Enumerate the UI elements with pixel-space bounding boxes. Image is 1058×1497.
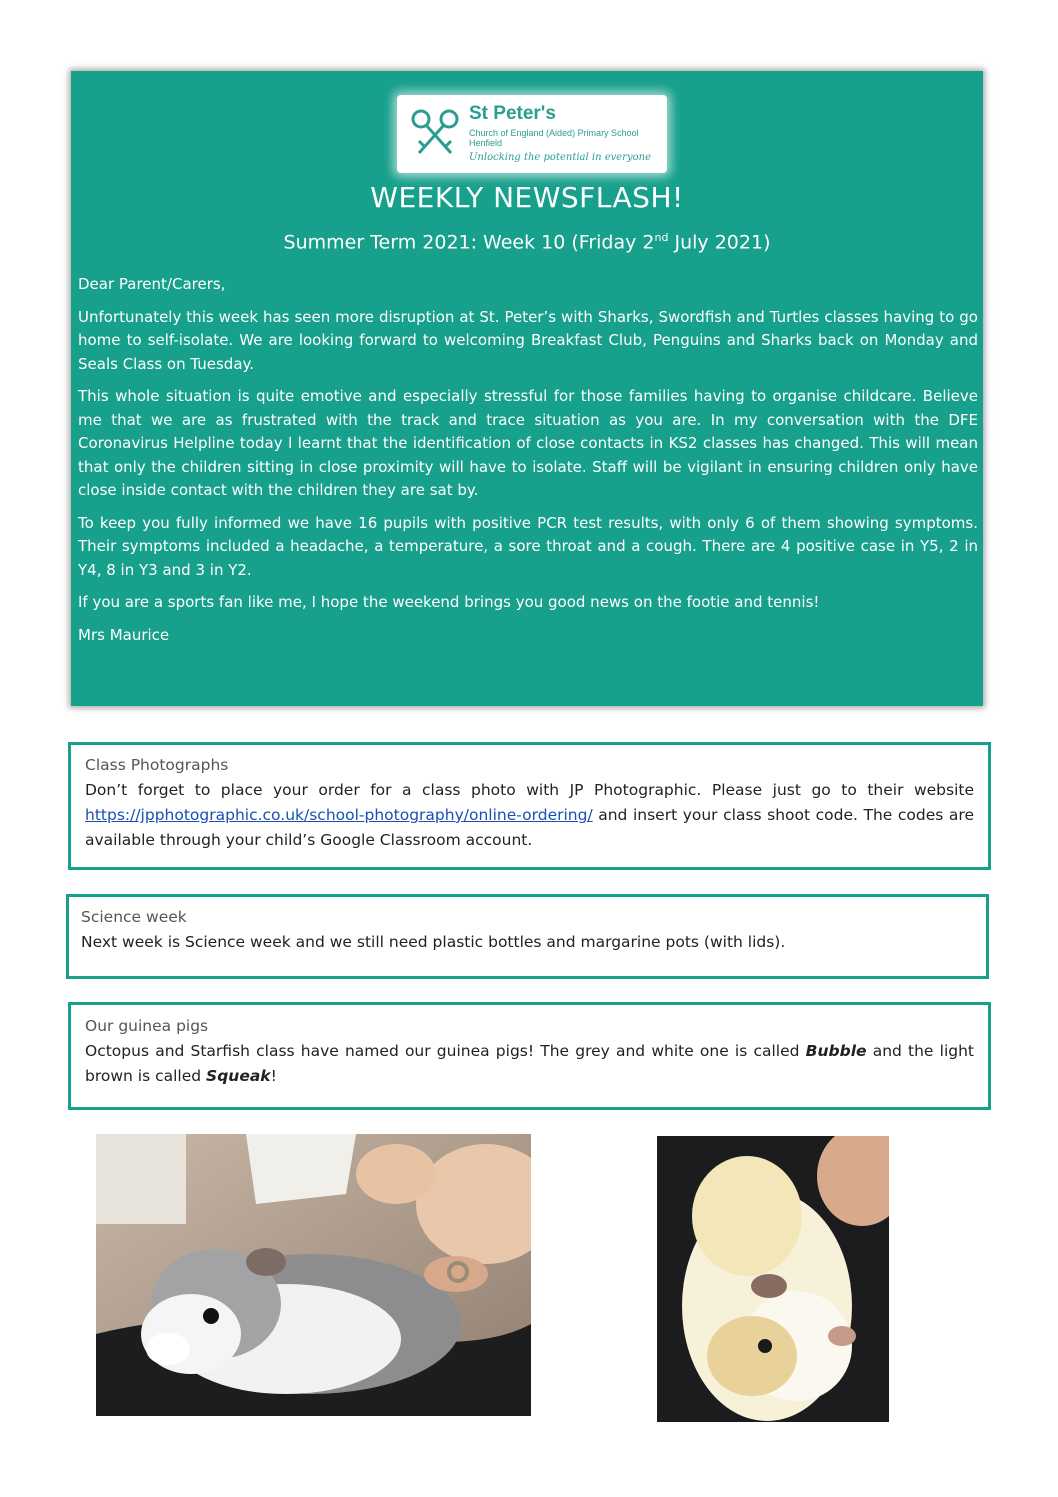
- letter-paragraph: This whole situation is quite emotive and especially stressful for those families having to organise childcare. Believe me that we are as frustrated with the track and trace situation as you are. In my conversation with the DFE Coronavirus Helpline today I learnt that the identification of close contacts in KS2 classes has changed. This will mean that only the children sitting in close proximity will have to isolate. Staff will be vigilant in ensuring children only have close inside contact with the children they are sat by.: [78, 387, 978, 499]
- keys-icon: [407, 105, 463, 161]
- logo-motto: Unlocking the potential in everyone: [469, 152, 651, 163]
- letter-paragraph: To keep you fully informed we have 16 pupils with positive PCR test results, with only 6 of them showing symptoms. Their symptoms included a headache, a temperature, a sore throat and a cough. There are 4 positive case in Y5, 2 in Y4, 8 in Y3 and 3 in Y2.: [78, 513, 978, 579]
- box-text: Octopus and Starfish class have named our guinea pigs! The grey and white one is called Bubble and the light brown is called Squeak!: [85, 1042, 974, 1085]
- guinea-pig-name: Squeak: [206, 1067, 271, 1085]
- guinea-pig-photo-squeak: [657, 1136, 889, 1422]
- box-text: Next week is Science week and we still need plastic bottles and margarine pots (with lids).: [81, 933, 786, 951]
- science-week-box: [66, 894, 989, 979]
- box-heading: Class Photographs: [85, 756, 229, 774]
- headteacher-letter: [78, 273, 978, 656]
- logo-school-name: St Peter's: [469, 103, 556, 124]
- box-heading: Science week: [81, 908, 187, 926]
- newsletter-hero: [71, 71, 983, 706]
- guinea-pig-photo-bubble: [96, 1134, 531, 1416]
- guinea-pigs-box: [68, 1002, 991, 1110]
- letter-greeting: Dear Parent/Carers,: [78, 275, 226, 293]
- box-heading: Our guinea pigs: [85, 1017, 209, 1035]
- guinea-pig-name: Bubble: [805, 1042, 867, 1060]
- letter-paragraph: If you are a sports fan like me, I hope the weekend brings you good news on the footie and tennis!: [78, 593, 820, 611]
- box-text: Don’t forget to place your order for a class photo with JP Photographic. Please just go to their website https://jpphotographic.co.uk/school-photography/online-ordering/ and insert your class shoot code. The codes are available through your child’s Google Classroom account.: [85, 781, 974, 849]
- photography-link[interactable]: https://jpphotographic.co.uk/school-photography/online-ordering/: [85, 806, 593, 824]
- school-logo: [397, 95, 667, 173]
- letter-paragraph: Unfortunately this week has seen more disruption at St. Peter’s with Sharks, Swordfish and Turtles classes having to go home to self-isolate. We are looking forward to welcoming Breakfast Club, Penguins and Sharks back on Monday and Seals Class on Tuesday.: [78, 307, 978, 373]
- page-subtitle: Summer Term 2021: Week 10 (Friday 2nd July 2021): [283, 231, 771, 254]
- letter-signoff: Mrs Maurice: [78, 625, 170, 644]
- logo-school-line1: Church of England (Aided) Primary School Henfield: [469, 128, 639, 148]
- page-title: WEEKLY NEWSFLASH!: [370, 181, 684, 214]
- class-photographs-box: [68, 742, 991, 870]
